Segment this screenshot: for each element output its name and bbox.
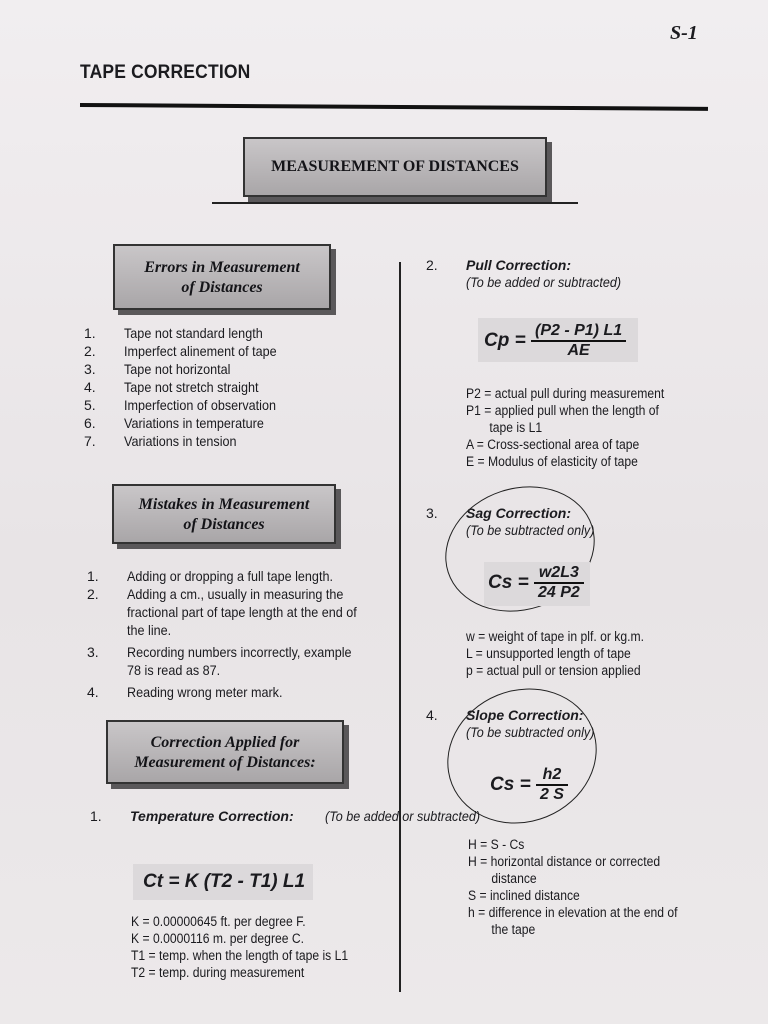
errors-list <box>84 324 294 450</box>
item-number: 3. <box>87 644 99 660</box>
definition: H = horizontal distance or corrected <box>468 854 661 869</box>
formula-numerator: h2 <box>536 766 568 786</box>
item-number: 1. <box>87 568 99 584</box>
formula-lhs: Cp = <box>484 330 526 351</box>
definition: tape is L1 <box>489 420 543 435</box>
formula-numerator: w2L3 <box>534 564 584 584</box>
errors-heading-box <box>113 244 331 310</box>
definition: p = actual pull or tension applied <box>466 663 641 678</box>
mistakes-heading-box <box>112 484 336 544</box>
main-heading-box <box>243 137 547 197</box>
list-item <box>84 396 294 414</box>
item-number: 4. <box>84 379 96 395</box>
mistakes-heading-line1: Mistakes in Measurement <box>138 496 310 513</box>
corrections-heading-line1: Correction Applied for <box>150 734 300 751</box>
sag-handdrawn-circle <box>429 468 611 631</box>
formula-numerator: (P2 - P1) L1 <box>531 322 626 342</box>
slope-formula <box>486 764 582 808</box>
item-number: 4. <box>87 684 99 700</box>
formula-rhs: = K (T2 - T1) L1 <box>168 871 306 892</box>
list-item <box>87 643 387 679</box>
section-title: Temperature Correction: <box>130 808 294 824</box>
sag-definitions <box>466 628 664 679</box>
temperature-formula <box>133 864 313 900</box>
definition: L = unsupported length of tape <box>466 646 631 661</box>
definition: w = weight of tape in plf. or kg.m. <box>466 629 644 644</box>
section-number: 3. <box>426 505 438 521</box>
item-text: Reading wrong meter mark. <box>127 684 283 700</box>
formula-fraction <box>534 564 584 602</box>
item-text: Tape not stretch straight <box>124 379 259 395</box>
item-number: 5. <box>84 397 96 413</box>
mistakes-list <box>87 567 387 701</box>
list-item <box>84 378 294 396</box>
corrections-heading-line2: Measurement of Distances: <box>134 754 316 771</box>
errors-heading-line1: Errors in Measurement <box>144 259 300 276</box>
section-note: (To be added or subtracted) <box>466 274 622 290</box>
sag-formula <box>484 562 590 606</box>
item-number: 2. <box>87 586 99 602</box>
definition: T2 = temp. during measurement <box>131 965 305 980</box>
section-number: 2. <box>426 257 438 273</box>
column-divider <box>399 262 401 992</box>
chapter-title: TAPE CORRECTION <box>80 62 251 83</box>
mistakes-heading-line2: of Distances <box>183 516 265 533</box>
section-note: (To be subtracted only) <box>466 522 595 538</box>
section-number: 4. <box>426 707 438 723</box>
definition: h = difference in elevation at the end of <box>468 905 678 920</box>
item-number: 7. <box>84 433 96 449</box>
pull-formula <box>478 318 638 362</box>
item-number: 2. <box>84 343 96 359</box>
slope-definitions <box>468 836 701 938</box>
list-item <box>87 567 387 585</box>
formula-fraction <box>536 766 568 804</box>
item-text: Tape not horizontal <box>124 361 231 377</box>
section-title: Slope Correction: <box>466 707 584 723</box>
item-text: Recording numbers incorrectly, example 78 is read as 87. <box>127 644 352 678</box>
definition: E = Modulus of elasticity of tape <box>466 454 638 469</box>
section-title: Pull Correction: <box>466 257 572 273</box>
heading-underline <box>212 202 578 204</box>
formula-denominator: 2 S <box>539 786 564 803</box>
header-rule <box>80 103 708 111</box>
item-text: Variations in temperature <box>124 415 264 431</box>
list-item <box>84 324 294 342</box>
definition: distance <box>491 871 537 886</box>
formula-denominator: AE <box>567 342 590 359</box>
item-text: Tape not standard length <box>124 325 263 341</box>
definition: P1 = applied pull when the length of <box>466 403 659 418</box>
definition: A = Cross-sectional area of tape <box>466 437 640 452</box>
formula-lhs: Ct <box>143 871 164 892</box>
main-heading: MEASUREMENT OF DISTANCES <box>271 158 519 175</box>
definition: the tape <box>491 922 536 937</box>
list-item <box>84 432 294 450</box>
formula-fraction <box>531 322 626 360</box>
list-item <box>87 585 387 639</box>
formula-lhs: Cs = <box>490 774 531 795</box>
section-number: 1. <box>90 808 102 824</box>
definition: K = 0.0000116 m. per degree C. <box>131 931 305 946</box>
item-text: Adding or dropping a full tape length. <box>127 568 333 584</box>
list-item <box>84 360 294 378</box>
item-text: Adding a cm., usually in measuring the fractional part of tape length at the end of the line. <box>127 586 357 638</box>
corrections-heading-box <box>106 720 344 784</box>
item-number: 6. <box>84 415 96 431</box>
pull-definitions <box>466 385 686 470</box>
section-title: Sag Correction: <box>466 505 572 521</box>
definition: K = 0.00000645 ft. per degree F. <box>131 914 306 929</box>
item-number: 1. <box>84 325 96 341</box>
section-note: (To be subtracted only) <box>466 724 595 740</box>
errors-heading-line2: of Distances <box>181 279 263 296</box>
definition: H = S - Cs <box>468 837 525 852</box>
item-text: Imperfect alinement of tape <box>124 343 277 359</box>
temperature-definitions <box>131 913 372 981</box>
item-text: Imperfection of observation <box>124 397 276 413</box>
definition: S = inclined distance <box>468 888 580 903</box>
list-item <box>84 342 294 360</box>
item-text: Variations in tension <box>124 433 237 449</box>
item-number: 3. <box>84 361 96 377</box>
formula-lhs: Cs = <box>488 572 529 593</box>
definition: T1 = temp. when the length of tape is L1 <box>131 948 349 963</box>
list-item <box>87 683 387 701</box>
page-number: S-1 <box>670 22 698 44</box>
definition: P2 = actual pull during measurement <box>466 386 665 401</box>
list-item <box>84 414 294 432</box>
formula-denominator: 24 P2 <box>537 584 580 601</box>
section-note: (To be added or subtracted) <box>325 808 481 824</box>
